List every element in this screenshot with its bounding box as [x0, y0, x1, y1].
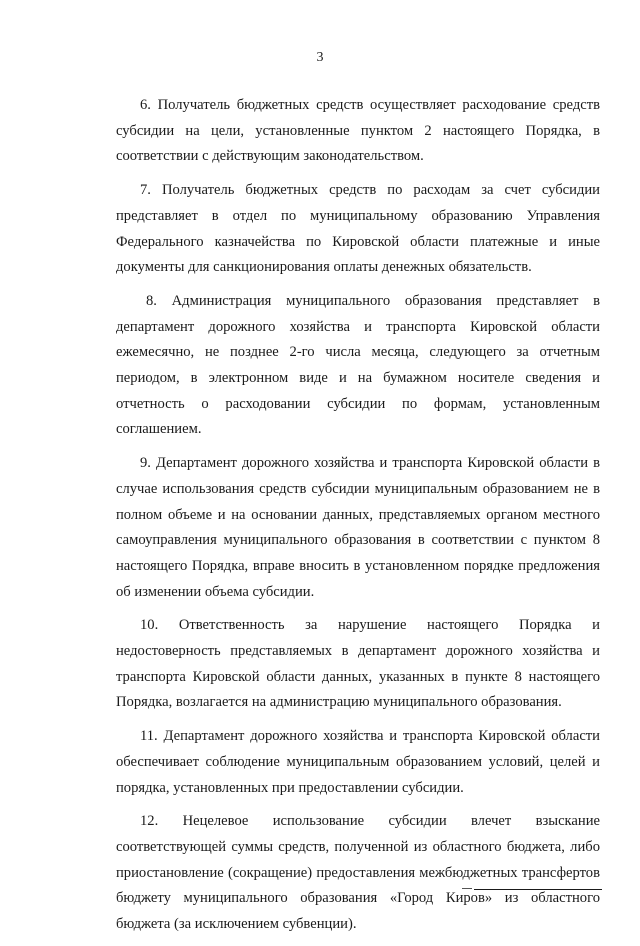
footer-rule	[474, 889, 602, 890]
footer-rule-short	[462, 888, 472, 889]
page-number: 3	[316, 50, 324, 65]
paragraph-10: 10. Ответственность за нарушение настоящего Порядка и недостоверность представляемых в департамент дорожного хозяйства и транспорта Кировской области данных, указанных в пункте 8 настоящего Порядка, возлагается на администрацию муниципального образования.	[116, 617, 600, 711]
paragraph-9: 9. Департамент дорожного хозяйства и транспорта Кировской области в случае использования средств субсидии муниципальным образованием не в полном объеме и на основании данных, представляемых органом местного самоуправления муниципального образования в соответствии с пунктом 8 настоящего Порядка, вправе вносить в установленном порядке предложения об изменении объема субсидии.	[116, 455, 600, 600]
paragraph-7: 7. Получатель бюджетных средств по расходам за счет субсидии представляет в отдел по муниципальному образованию Управления Федерального казначейства по Кировской области платежные и иные документы для санкционирования оплаты денежных обязательств.	[116, 182, 600, 276]
paragraph-6: 6. Получатель бюджетных средств осуществляет расходование средств субсидии на цели, установленные пунктом 2 настоящего Порядка, в соответствии с действующим законодательством.	[116, 97, 600, 165]
paragraph-12: 12. Нецелевое использование субсидии влечет взыскание соответствующей суммы средств, полученной из областного бюджета, либо приостановление (сокращение) предоставления межбюджетных трансфертов бюджету муниципального образования «Город Киров» из областного бюджета (за исключением субвенции).	[116, 813, 600, 933]
document-body	[116, 93, 600, 946]
paragraph-11: 11. Департамент дорожного хозяйства и транспорта Кировской области обеспечивает соблюдение муниципальным образованием условий, целей и порядка, установленных при предоставлении субсидии.	[116, 728, 600, 796]
paragraph-8: 8. Администрация муниципального образования представляет в департамент дорожного хозяйства и транспорта Кировской области ежемесячно, не позднее 2-го числа месяца, следующего за отчетным периодом, в электронном виде и на бумажном носителе сведения и отчетность о расходовании субсидии по формам, установленным соглашением.	[116, 292, 600, 438]
